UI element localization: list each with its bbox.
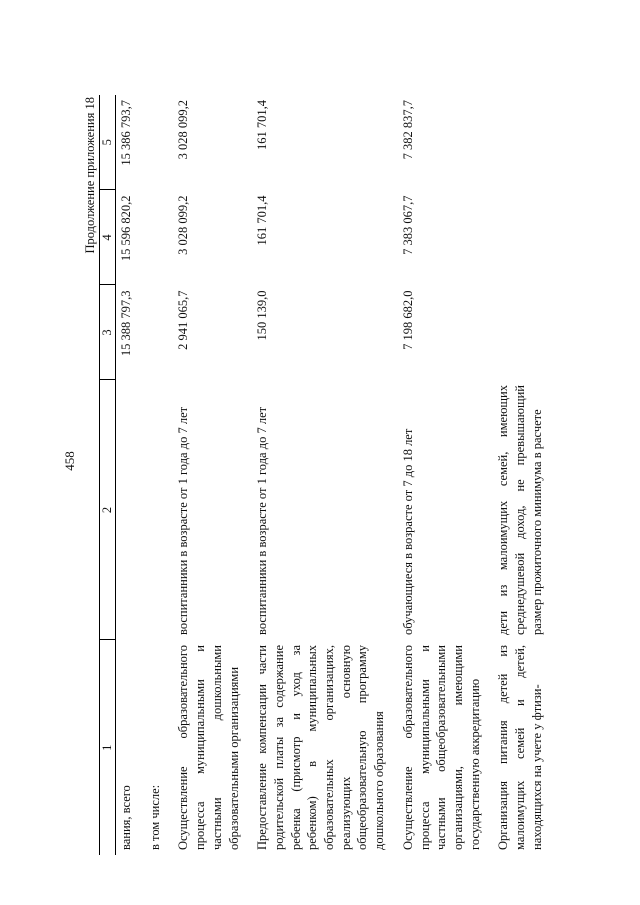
row-value-5 <box>493 95 547 190</box>
row-category: дети из малоимущих семей, имеющих среднедушевой доход, не превышающий размер прожиточного минимума в расчете <box>496 385 544 635</box>
row-value-4 <box>493 190 547 285</box>
row-value-4: 3 028 099,2 <box>176 195 191 255</box>
table-row <box>173 95 244 855</box>
row-value-5 <box>145 95 166 190</box>
header-col-1: 1 <box>100 640 116 855</box>
row-value-4: 7 383 067,7 <box>400 195 415 255</box>
row-value-3 <box>145 285 166 380</box>
table-row <box>252 95 390 855</box>
row-value-3: 7 198 682,0 <box>400 290 415 350</box>
row-category <box>116 380 137 640</box>
table-row <box>398 95 486 855</box>
budget-table <box>99 95 547 855</box>
row-value-5: 3 028 099,2 <box>176 100 191 160</box>
row-value-3: 2 941 065,7 <box>176 290 191 350</box>
row-name: вания, всего <box>119 785 133 850</box>
row-category <box>145 380 166 640</box>
row-name: Осуществление образовательного процесса муниципальными и частными общеобразовательными организациями, имеющими государственную аккредитацию <box>400 645 482 850</box>
header-col-3: 3 <box>100 285 116 380</box>
rotated-table-sheet <box>80 95 625 855</box>
row-value-4: 161 701,4 <box>255 195 270 246</box>
header-col-2: 2 <box>100 380 116 640</box>
row-value-3 <box>493 285 547 380</box>
table-row <box>116 95 137 855</box>
row-name: Организация питания детей из малоимущих семей и детей, находящихся на учете у фтизи- <box>496 645 544 850</box>
row-value-5: 161 701,4 <box>255 100 270 150</box>
row-value-4: 15 596 820,2 <box>119 195 133 262</box>
row-category: обучающиеся в возрасте от 7 до 18 лет <box>400 428 415 635</box>
row-value-5: 7 382 837,7 <box>400 100 415 160</box>
appendix-caption: Продолжение приложения 18 <box>83 97 97 254</box>
table-row <box>145 95 166 855</box>
header-col-4: 4 <box>100 190 116 285</box>
row-value-3: 15 388 797,3 <box>119 290 133 357</box>
header-col-5: 5 <box>100 95 116 190</box>
row-name: Осуществление образовательного процесса муниципальными и частными дошкольными образовательными организациями <box>176 645 241 850</box>
table-row <box>493 95 547 855</box>
row-name: в том числе: <box>147 784 162 850</box>
row-value-3: 150 139,0 <box>255 290 270 341</box>
row-name: Предоставление компенсации части родительской платы за содержание ребенка (присмотр и уход за ребенком) в муниципальных образовательных организациях, реализующих основную общеобразовательную программу дошкольного образования <box>255 645 387 850</box>
row-category: воспитанники в возрасте от 1 года до 7 лет <box>255 406 270 635</box>
page-number: 458 <box>62 451 77 471</box>
row-value-4 <box>145 190 166 285</box>
header-row <box>100 95 116 855</box>
row-value-5: 15 386 793,7 <box>119 100 133 166</box>
row-category: воспитанники в возрасте от 1 года до 7 лет <box>176 406 191 635</box>
